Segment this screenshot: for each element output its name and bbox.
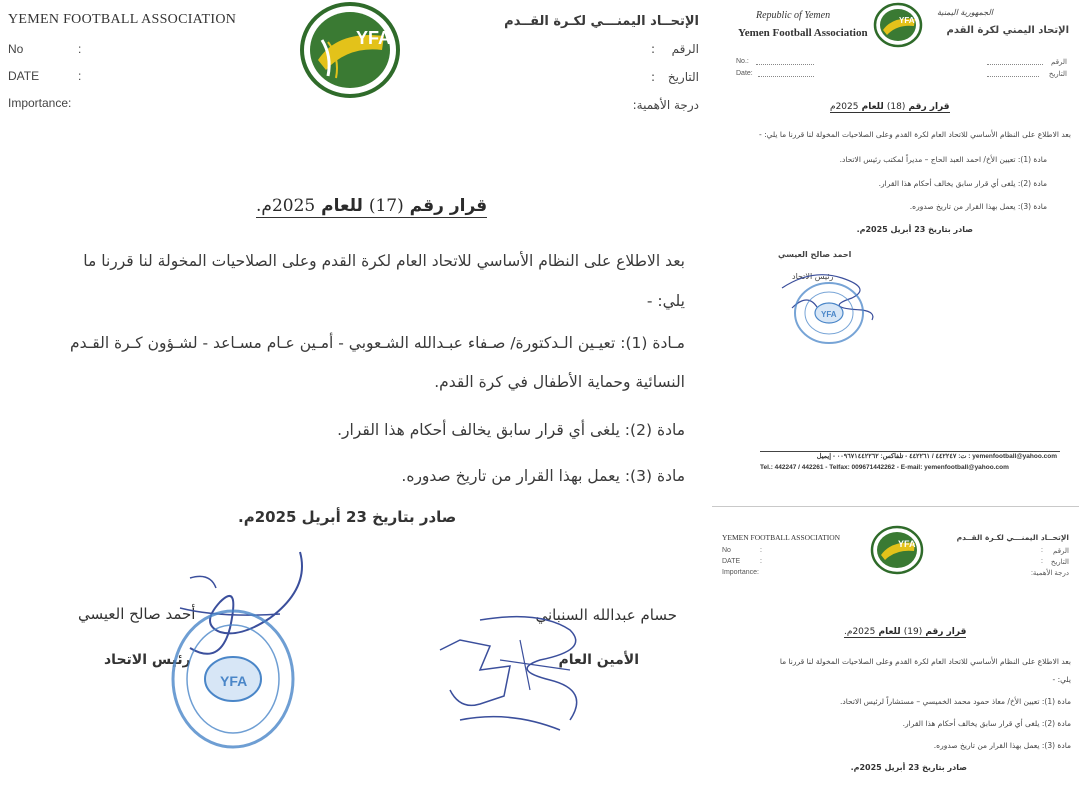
- article-3: مادة (3): يعمل بهذا القرار من تاريخ صدوره.: [401, 467, 685, 485]
- signer-president-name: أحمد صالح العيسي: [78, 605, 196, 623]
- org-name-ar-19: الإتحــاد اليمنـــي لكـرة القــدم: [956, 533, 1069, 542]
- preamble-line-1: بعد الاطلاع على النظام الأساسي للاتحاد العام لكرة القدم وعلى الصلاحيات المخولة لنا قررنا ما: [83, 252, 685, 270]
- org-name-en: YEMEN FOOTBALL ASSOCIATION: [8, 12, 237, 27]
- signer-secretary-name: حسام عبدالله السنباني: [535, 606, 677, 624]
- secretary-signature-icon: [420, 600, 650, 750]
- field-date-ar-colon: :: [650, 70, 655, 84]
- article-3-18: مادة (3): يعمل بهذا القرار من تاريخ صدوره.: [909, 202, 1047, 211]
- article-1-line-2: النسائية وحماية الأطفال في كرة القدم.: [434, 373, 685, 391]
- stamp-text-18: YFA: [821, 310, 837, 319]
- org-name-en-19: YEMEN FOOTBALL ASSOCIATION: [722, 533, 841, 542]
- field-date-ar: التاريخ: [667, 70, 699, 84]
- field-no-18: No.:: [736, 58, 749, 65]
- article-2: مادة (2): يلغى أي قرار سابق يخالف أحكام هذا القرار.: [337, 421, 685, 439]
- article-2-19: مادة (2): يلغى أي قرار سابق يخالف أحكام هذا القرار.: [902, 719, 1071, 728]
- yfa-logo-icon-18: [873, 2, 923, 48]
- decision-19-title: قرار رقم (19) للعام 2025م.: [844, 627, 967, 637]
- stamp-logo-text: YFA: [220, 673, 248, 689]
- preamble-19-line-2: يلي: -: [1052, 675, 1071, 684]
- field-date-ar-line-18: [987, 76, 1039, 77]
- signer-name-18: احمد صالح العيسي: [778, 250, 852, 259]
- issued-date: صادر بتاريخ 23 أبريل 2025م.: [238, 508, 457, 526]
- footer-contact-ar: yemenfootball@yahoo.com : ت: ٤٤٢٢٤٧ / ٤٤٢٢٦١ - تلفاكس: ٠٠٩٦٧١٤٤٢٢٦٢ - إيميل: [816, 453, 1057, 460]
- field-date-ar-18: التاريخ: [1048, 71, 1067, 78]
- field-importance-ar: درجة الأهمية:: [632, 98, 699, 112]
- logo-text-18: YFA: [899, 16, 915, 25]
- field-no-line-18: [756, 64, 814, 65]
- association-stamp-icon: [168, 606, 298, 752]
- article-1-18: مادة (1): تعيين الأخ/ احمد العبد الحاج – مديراً لمكتب رئيس الاتحاد.: [839, 155, 1047, 164]
- field-importance-label: Importance:: [8, 96, 72, 110]
- decision-17-title: قرار رقم (17) للعام 2025م.: [256, 196, 488, 216]
- signer-role-18: رئيس الاتحاد: [792, 272, 834, 281]
- article-3-19: مادة (3): يعمل بهذا القرار من تاريخ صدوره.: [933, 741, 1071, 750]
- field-date-ar-colon-19: :: [1041, 558, 1043, 565]
- field-date-colon: :: [78, 69, 82, 83]
- field-no-colon: :: [78, 42, 82, 56]
- issued-date-18: صادر بتاريخ 23 أبريل 2025م.: [856, 225, 973, 234]
- field-date-19: DATE: [722, 558, 741, 565]
- signer-president-role: رئيس الاتحاد: [104, 652, 191, 668]
- org-name-ar-18: الإتحاد اليمني لكرة القدم: [946, 25, 1069, 36]
- field-no-ar-19: الرقم: [1053, 548, 1069, 555]
- decision-19-document: [712, 506, 1079, 804]
- field-no-19: No: [722, 547, 731, 554]
- preamble-18: بعد الاطلاع على النظام الأساسي للاتحاد العام لكرة القدم وعلى الصلاحيات المخولة لنا قررنا ما يلي: -: [759, 130, 1071, 139]
- field-date-line-18: [758, 76, 814, 77]
- decision-18-title: قرار رقم (18) للعام 2025م: [830, 102, 950, 112]
- yfa-logo-icon: [298, 0, 402, 100]
- field-no-colon-19: :: [760, 547, 762, 554]
- field-no-ar-colon-19: :: [1041, 547, 1043, 554]
- field-date-colon-19: :: [760, 558, 762, 565]
- article-2-18: مادة (2): يلغى أي قرار سابق يخالف أحكام هذا القرار.: [878, 179, 1047, 188]
- signer-secretary-role: الأمين العام: [558, 652, 639, 668]
- field-no-label: No: [8, 42, 24, 56]
- decision-18-document: [712, 0, 1079, 488]
- stamp-icon-18: [792, 280, 866, 346]
- footer-contact-en: Tel.: 442247 / 442261 - Telfax: 009671442262 - E-mail: yemenfootball@yahoo.com: [760, 464, 1009, 471]
- field-importance-ar-19: درجة الأهمية:: [1030, 570, 1069, 577]
- article-1-19: مادة (1): تعيين الأخ/ معاذ حمود محمد الخميسي – مستشاراً لرئيس الاتحاد.: [839, 697, 1071, 706]
- field-no-ar: الرقم: [671, 42, 699, 56]
- preamble-line-2: يلي: -: [646, 292, 685, 310]
- republic-ar: الجمهورية اليمنية: [936, 8, 993, 17]
- field-date-label: DATE: [8, 69, 40, 83]
- org-name-ar: الإتحــاد اليمنـــي لكـرة القــدم: [504, 14, 699, 29]
- article-1-line-1: مـادة (1): تعيـين الـدكتورة/ صـفاء عبـدالله الشـعوبي - أمـين عـام مسـاعد - لشـؤون كـرة القـدم: [69, 334, 685, 352]
- republic-en: Republic of Yemen: [756, 10, 831, 21]
- logo-text-19: YFA: [898, 539, 916, 549]
- yfa-logo-icon-19: [870, 525, 924, 575]
- field-date-18: Date:: [736, 70, 753, 77]
- field-date-ar-19: التاريخ: [1050, 559, 1069, 566]
- field-no-ar-colon: :: [650, 42, 655, 56]
- field-importance-19: Importance:: [722, 569, 759, 576]
- preamble-19-line-1: بعد الاطلاع على النظام الأساسي للاتحاد العام لكرة القدم وعلى الصلاحيات المخولة لنا قررنا ما: [779, 657, 1071, 666]
- logo-text: YFA: [356, 28, 392, 48]
- issued-date-19: صادر بتاريخ 23 أبريل 2025م.: [850, 763, 967, 772]
- field-no-ar-18: الرقم: [1051, 59, 1067, 66]
- field-no-ar-line-18: [987, 64, 1043, 65]
- org-name-en-18: Yemen Football Association: [738, 27, 868, 39]
